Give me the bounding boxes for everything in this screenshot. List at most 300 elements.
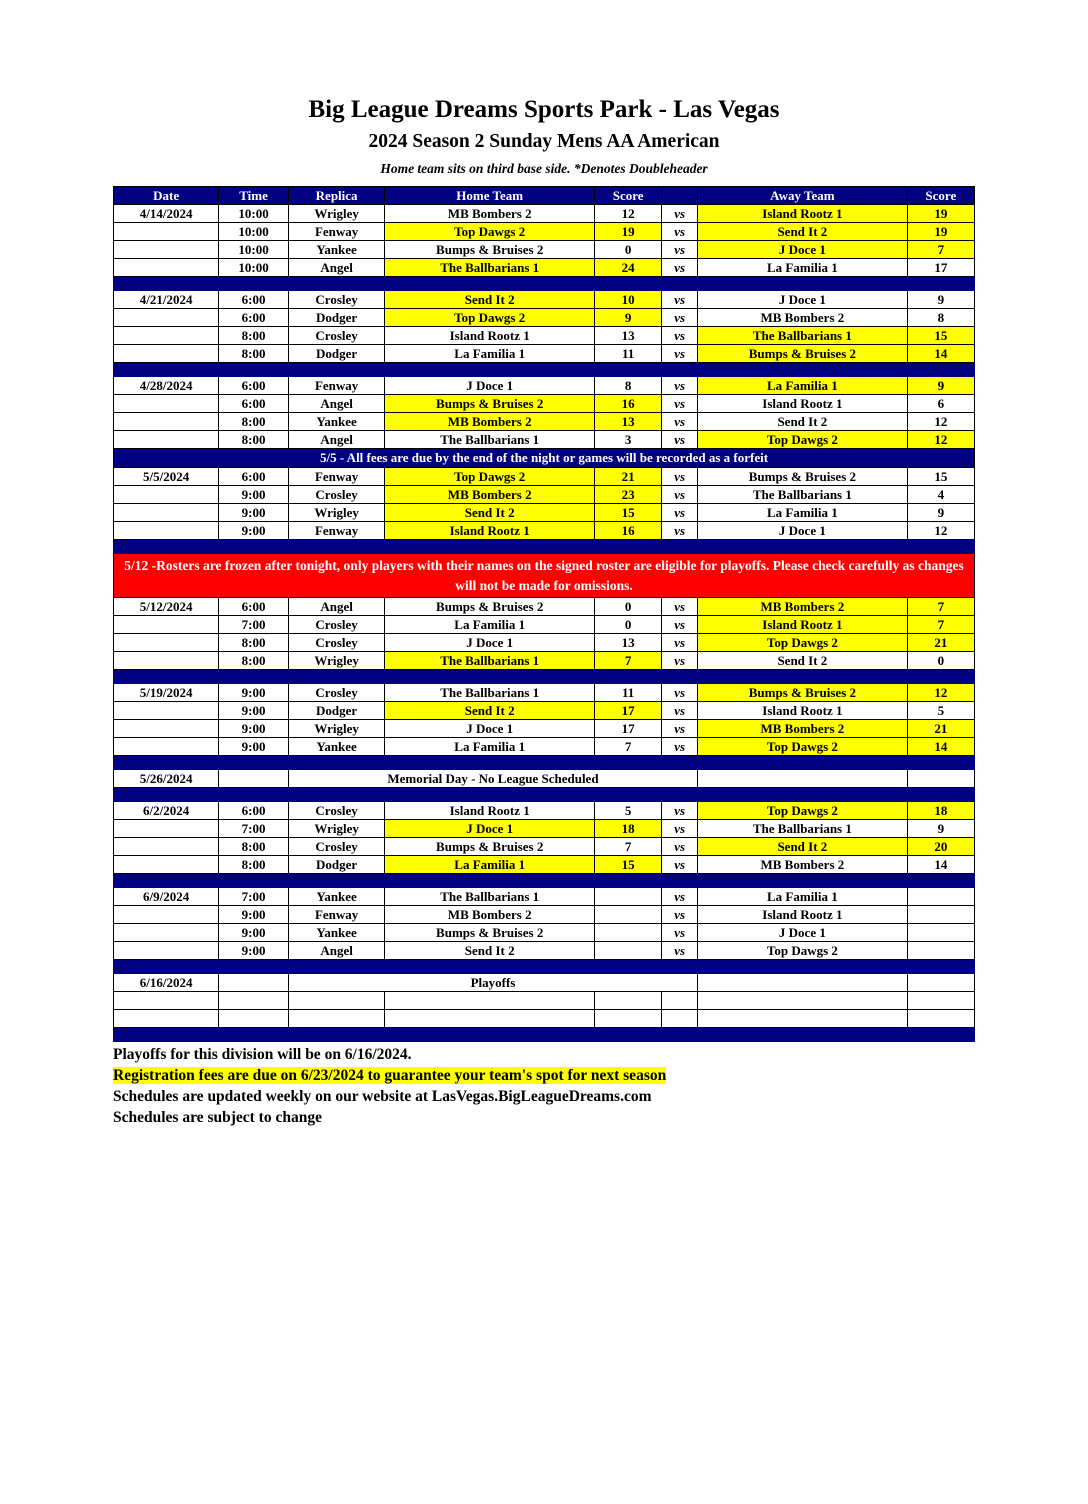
blank-cell xyxy=(907,992,974,1010)
blank-cell xyxy=(219,992,288,1010)
cell-vs: vs xyxy=(662,413,698,431)
cell-replica: Wrigley xyxy=(288,652,385,670)
cell-home-team: Top Dawgs 2 xyxy=(385,223,595,241)
cell-time: 10:00 xyxy=(219,241,288,259)
cell-vs: vs xyxy=(662,241,698,259)
cell-replica: Crosley xyxy=(288,327,385,345)
table-row xyxy=(114,702,975,720)
cell-time: 10:00 xyxy=(219,223,288,241)
cell-away-score: 7 xyxy=(907,241,974,259)
cell-away-team: MB Bombers 2 xyxy=(698,309,908,327)
page-note: Home team sits on third base side. *Denotes Doubleheader xyxy=(380,161,708,176)
cell-date xyxy=(114,345,219,363)
cell-replica: Crosley xyxy=(288,802,385,820)
cell-replica: Crosley xyxy=(288,291,385,309)
table-row xyxy=(114,522,975,540)
cell-date xyxy=(114,820,219,838)
cell-time: 7:00 xyxy=(219,888,288,906)
cell-time: 10:00 xyxy=(219,205,288,223)
schedule-table xyxy=(113,186,975,1042)
cell-date xyxy=(114,486,219,504)
cell-home-score: 3 xyxy=(594,431,661,449)
cell-vs: vs xyxy=(662,309,698,327)
footer-note: Playoffs for this division will be on 6/16/2024. xyxy=(113,1046,412,1064)
cell-time: 7:00 xyxy=(219,616,288,634)
cell-home-team: Island Rootz 1 xyxy=(385,327,595,345)
cell-home-score: 0 xyxy=(594,598,661,616)
cell-date xyxy=(114,702,219,720)
cell-vs: vs xyxy=(662,720,698,738)
cell-home-score: 5 xyxy=(594,802,661,820)
cell-home-score: 8 xyxy=(594,377,661,395)
cell-home-team: La Familia 1 xyxy=(385,345,595,363)
cell-home-team: Send It 2 xyxy=(385,942,595,960)
cell-away-score xyxy=(907,888,974,906)
cell-away-score: 21 xyxy=(907,634,974,652)
document-header xyxy=(0,96,1088,177)
cell-vs: vs xyxy=(662,924,698,942)
cell-away-team: J Doce 1 xyxy=(698,924,908,942)
cell-vs: vs xyxy=(662,598,698,616)
table-row xyxy=(114,223,975,241)
cell-date: 6/2/2024 xyxy=(114,802,219,820)
cell-replica: Crosley xyxy=(288,616,385,634)
table-row xyxy=(114,486,975,504)
cell-home-team: The Ballbarians 1 xyxy=(385,684,595,702)
table-row xyxy=(114,924,975,942)
cell-away-score: 7 xyxy=(907,598,974,616)
table-row xyxy=(114,802,975,820)
cell-date xyxy=(114,720,219,738)
cell-vs: vs xyxy=(662,838,698,856)
blank-cell xyxy=(698,992,908,1010)
cell-replica: Crosley xyxy=(288,486,385,504)
cell-home-score: 13 xyxy=(594,634,661,652)
blank-cell xyxy=(385,1010,595,1028)
cell-replica: Fenway xyxy=(288,223,385,241)
cell-home-team: Bumps & Bruises 2 xyxy=(385,598,595,616)
cell-away-team xyxy=(698,770,908,788)
table-row xyxy=(114,856,975,874)
cell-home-score: 7 xyxy=(594,838,661,856)
cell-vs: vs xyxy=(662,820,698,838)
cell-date xyxy=(114,634,219,652)
cell-home-score: 23 xyxy=(594,486,661,504)
cell-date: 5/12/2024 xyxy=(114,598,219,616)
cell-home-team: The Ballbarians 1 xyxy=(385,652,595,670)
cell-time: 8:00 xyxy=(219,413,288,431)
cell-vs: vs xyxy=(662,652,698,670)
cell-date xyxy=(114,652,219,670)
cell-notice-text: Memorial Day - No League Scheduled xyxy=(288,770,697,788)
cell-home-team: Bumps & Bruises 2 xyxy=(385,395,595,413)
cell-vs: vs xyxy=(662,634,698,652)
cell-vs: vs xyxy=(662,522,698,540)
week-separator-cell xyxy=(114,960,975,974)
cell-away-score: 17 xyxy=(907,259,974,277)
cell-home-team: Bumps & Bruises 2 xyxy=(385,241,595,259)
cell-replica: Angel xyxy=(288,431,385,449)
table-body xyxy=(114,205,975,1042)
cell-home-score: 16 xyxy=(594,522,661,540)
cell-vs: vs xyxy=(662,345,698,363)
cell-date xyxy=(114,924,219,942)
table-row xyxy=(114,377,975,395)
cell-home-score: 15 xyxy=(594,504,661,522)
cell-date xyxy=(114,942,219,960)
column-header-home-score: Score xyxy=(594,187,661,205)
table-row xyxy=(114,345,975,363)
cell-vs: vs xyxy=(662,468,698,486)
cell-away-score: 9 xyxy=(907,820,974,838)
column-header-replica: Replica xyxy=(288,187,385,205)
cell-away-score: 12 xyxy=(907,684,974,702)
cell-away-score: 12 xyxy=(907,522,974,540)
cell-home-score: 9 xyxy=(594,309,661,327)
cell-date xyxy=(114,738,219,756)
cell-away-score: 9 xyxy=(907,504,974,522)
cell-time: 6:00 xyxy=(219,802,288,820)
cell-away-score: 15 xyxy=(907,468,974,486)
cell-away-team: Island Rootz 1 xyxy=(698,702,908,720)
cell-away-score: 20 xyxy=(907,838,974,856)
column-header-away-team: Away Team xyxy=(698,187,908,205)
cell-vs: vs xyxy=(662,291,698,309)
cell-away-score: 9 xyxy=(907,291,974,309)
table-row xyxy=(114,684,975,702)
table-row xyxy=(114,838,975,856)
cell-away-score: 12 xyxy=(907,413,974,431)
blank-cell xyxy=(114,1010,219,1028)
cell-away-score: 6 xyxy=(907,395,974,413)
cell-home-team: Send It 2 xyxy=(385,702,595,720)
cell-time: 9:00 xyxy=(219,522,288,540)
cell-away-score: 4 xyxy=(907,486,974,504)
cell-home-score: 17 xyxy=(594,720,661,738)
cell-home-team: Send It 2 xyxy=(385,291,595,309)
table-row xyxy=(114,634,975,652)
notice-banner-text: 5/12 -Rosters are frozen after tonight, only players with their names on the signed roster are eligible for playoffs. Please check carefully as changes will not be made for omissions. xyxy=(114,554,975,598)
cell-home-score: 21 xyxy=(594,468,661,486)
cell-vs: vs xyxy=(662,856,698,874)
cell-away-team: Bumps & Bruises 2 xyxy=(698,468,908,486)
column-header-away-score: Score xyxy=(907,187,974,205)
cell-home-team: Bumps & Bruises 2 xyxy=(385,924,595,942)
cell-date xyxy=(114,395,219,413)
cell-replica: Dodger xyxy=(288,856,385,874)
cell-time: 6:00 xyxy=(219,468,288,486)
cell-away-score xyxy=(907,924,974,942)
cell-home-team: J Doce 1 xyxy=(385,720,595,738)
cell-away-team xyxy=(698,974,908,992)
cell-away-score: 14 xyxy=(907,856,974,874)
cell-notice-text: Playoffs xyxy=(288,974,697,992)
table-row xyxy=(114,616,975,634)
cell-vs: vs xyxy=(662,504,698,522)
cell-away-team: The Ballbarians 1 xyxy=(698,486,908,504)
cell-time: 9:00 xyxy=(219,702,288,720)
cell-time: 9:00 xyxy=(219,942,288,960)
cell-time: 9:00 xyxy=(219,486,288,504)
cell-away-team: Send It 2 xyxy=(698,652,908,670)
cell-away-score: 19 xyxy=(907,205,974,223)
cell-vs: vs xyxy=(662,327,698,345)
cell-home-team: Island Rootz 1 xyxy=(385,522,595,540)
cell-home-team: J Doce 1 xyxy=(385,634,595,652)
cell-vs: vs xyxy=(662,802,698,820)
cell-date xyxy=(114,856,219,874)
table-row xyxy=(114,291,975,309)
cell-time: 6:00 xyxy=(219,598,288,616)
cell-time: 8:00 xyxy=(219,634,288,652)
cell-replica: Fenway xyxy=(288,906,385,924)
blank-cell xyxy=(594,992,661,1010)
cell-replica: Fenway xyxy=(288,468,385,486)
table-row xyxy=(114,431,975,449)
cell-home-team: MB Bombers 2 xyxy=(385,413,595,431)
cell-away-team: La Familia 1 xyxy=(698,888,908,906)
cell-time: 9:00 xyxy=(219,720,288,738)
cell-replica: Crosley xyxy=(288,838,385,856)
cell-replica: Fenway xyxy=(288,377,385,395)
cell-home-team: Top Dawgs 2 xyxy=(385,309,595,327)
week-separator-cell xyxy=(114,756,975,770)
cell-home-score: 13 xyxy=(594,327,661,345)
table-row xyxy=(114,241,975,259)
schedule-notice-row xyxy=(114,974,975,992)
cell-away-score xyxy=(907,942,974,960)
week-separator xyxy=(114,363,975,377)
cell-away-score: 9 xyxy=(907,377,974,395)
cell-home-score: 7 xyxy=(594,738,661,756)
cell-away-team: J Doce 1 xyxy=(698,522,908,540)
cell-home-team: Send It 2 xyxy=(385,504,595,522)
table-row xyxy=(114,820,975,838)
cell-date: 6/9/2024 xyxy=(114,888,219,906)
cell-time xyxy=(219,974,288,992)
cell-home-score xyxy=(594,924,661,942)
cell-vs: vs xyxy=(662,702,698,720)
cell-date: 4/21/2024 xyxy=(114,291,219,309)
cell-home-team: Top Dawgs 2 xyxy=(385,468,595,486)
week-separator xyxy=(114,277,975,291)
cell-away-team: The Ballbarians 1 xyxy=(698,327,908,345)
cell-home-score: 7 xyxy=(594,652,661,670)
cell-away-team: The Ballbarians 1 xyxy=(698,820,908,838)
column-header-home-team: Home Team xyxy=(385,187,595,205)
cell-time: 8:00 xyxy=(219,327,288,345)
cell-home-score: 15 xyxy=(594,856,661,874)
cell-date xyxy=(114,259,219,277)
cell-away-team: Island Rootz 1 xyxy=(698,205,908,223)
cell-date xyxy=(114,327,219,345)
footer-note xyxy=(113,1067,975,1085)
cell-date xyxy=(114,223,219,241)
cell-away-score xyxy=(907,974,974,992)
notice-banner-text: 5/5 - All fees are due by the end of the night or games will be recorded as a forfeit xyxy=(114,449,975,468)
table-row xyxy=(114,652,975,670)
cell-home-score xyxy=(594,888,661,906)
cell-date: 5/19/2024 xyxy=(114,684,219,702)
cell-home-score: 0 xyxy=(594,616,661,634)
week-separator-cell xyxy=(114,540,975,554)
cell-vs: vs xyxy=(662,377,698,395)
notice-banner xyxy=(114,554,975,598)
cell-vs: vs xyxy=(662,259,698,277)
cell-away-score: 14 xyxy=(907,345,974,363)
cell-replica: Crosley xyxy=(288,634,385,652)
cell-away-team: Island Rootz 1 xyxy=(698,616,908,634)
cell-replica: Yankee xyxy=(288,413,385,431)
cell-away-score: 7 xyxy=(907,616,974,634)
schedule-notice-row xyxy=(114,770,975,788)
cell-home-team: MB Bombers 2 xyxy=(385,205,595,223)
cell-away-team: MB Bombers 2 xyxy=(698,720,908,738)
cell-time: 6:00 xyxy=(219,291,288,309)
week-separator-cell xyxy=(114,788,975,802)
cell-date xyxy=(114,616,219,634)
cell-home-team: The Ballbarians 1 xyxy=(385,888,595,906)
cell-away-team: Send It 2 xyxy=(698,838,908,856)
cell-time: 6:00 xyxy=(219,309,288,327)
column-header-date: Date xyxy=(114,187,219,205)
cell-vs: vs xyxy=(662,223,698,241)
cell-away-score: 18 xyxy=(907,802,974,820)
cell-away-team: Send It 2 xyxy=(698,223,908,241)
cell-home-score xyxy=(594,942,661,960)
cell-away-team: Island Rootz 1 xyxy=(698,395,908,413)
blank-row xyxy=(114,992,975,1010)
cell-replica: Dodger xyxy=(288,309,385,327)
blank-cell xyxy=(907,1010,974,1028)
week-separator xyxy=(114,960,975,974)
cell-time: 9:00 xyxy=(219,906,288,924)
cell-home-score: 11 xyxy=(594,684,661,702)
cell-time: 8:00 xyxy=(219,856,288,874)
week-separator-cell xyxy=(114,1028,975,1042)
cell-away-score xyxy=(907,906,974,924)
cell-away-score: 0 xyxy=(907,652,974,670)
week-separator xyxy=(114,874,975,888)
cell-home-team: La Familia 1 xyxy=(385,856,595,874)
cell-away-team: La Familia 1 xyxy=(698,504,908,522)
cell-time: 9:00 xyxy=(219,924,288,942)
cell-home-team: The Ballbarians 1 xyxy=(385,259,595,277)
cell-home-score: 18 xyxy=(594,820,661,838)
cell-home-score: 24 xyxy=(594,259,661,277)
cell-time: 8:00 xyxy=(219,345,288,363)
cell-home-score: 17 xyxy=(594,702,661,720)
week-separator-cell xyxy=(114,363,975,377)
cell-vs: vs xyxy=(662,486,698,504)
cell-away-team: J Doce 1 xyxy=(698,241,908,259)
cell-away-score: 5 xyxy=(907,702,974,720)
table-row xyxy=(114,327,975,345)
cell-home-team: La Familia 1 xyxy=(385,738,595,756)
cell-replica: Wrigley xyxy=(288,720,385,738)
week-separator xyxy=(114,1028,975,1042)
cell-vs: vs xyxy=(662,205,698,223)
cell-replica: Angel xyxy=(288,259,385,277)
header-row xyxy=(114,187,975,205)
schedule-document xyxy=(0,96,1088,1127)
cell-away-score: 19 xyxy=(907,223,974,241)
footer-note-text: Registration fees are due on 6/23/2024 to guarantee your team's spot for next season xyxy=(113,1067,667,1085)
blank-cell xyxy=(662,1010,698,1028)
cell-away-team: Top Dawgs 2 xyxy=(698,738,908,756)
cell-replica: Dodger xyxy=(288,345,385,363)
footer-notes xyxy=(113,1046,975,1127)
cell-replica: Angel xyxy=(288,395,385,413)
cell-vs: vs xyxy=(662,431,698,449)
cell-date xyxy=(114,309,219,327)
cell-date xyxy=(114,413,219,431)
cell-time: 6:00 xyxy=(219,377,288,395)
cell-vs: vs xyxy=(662,395,698,413)
cell-vs: vs xyxy=(662,738,698,756)
cell-time xyxy=(219,770,288,788)
week-separator xyxy=(114,788,975,802)
blank-cell xyxy=(662,992,698,1010)
week-separator xyxy=(114,756,975,770)
cell-date xyxy=(114,906,219,924)
cell-time: 8:00 xyxy=(219,838,288,856)
blank-cell xyxy=(594,1010,661,1028)
page-subtitle: 2024 Season 2 Sunday Mens AA American xyxy=(368,131,720,152)
cell-away-score: 14 xyxy=(907,738,974,756)
blank-cell xyxy=(698,1010,908,1028)
table-row xyxy=(114,413,975,431)
cell-date: 6/16/2024 xyxy=(114,974,219,992)
cell-vs: vs xyxy=(662,888,698,906)
table-row xyxy=(114,720,975,738)
footer-note: Schedules are subject to change xyxy=(113,1109,322,1127)
cell-home-team: MB Bombers 2 xyxy=(385,906,595,924)
week-separator-cell xyxy=(114,670,975,684)
cell-away-team: Top Dawgs 2 xyxy=(698,802,908,820)
page-title: Big League Dreams Sports Park - Las Vegas xyxy=(308,96,780,123)
week-separator xyxy=(114,540,975,554)
cell-replica: Yankee xyxy=(288,924,385,942)
cell-away-score: 21 xyxy=(907,720,974,738)
cell-date: 5/26/2024 xyxy=(114,770,219,788)
cell-away-team: Top Dawgs 2 xyxy=(698,942,908,960)
cell-vs: vs xyxy=(662,906,698,924)
cell-date: 5/5/2024 xyxy=(114,468,219,486)
cell-away-team: MB Bombers 2 xyxy=(698,598,908,616)
cell-replica: Yankee xyxy=(288,888,385,906)
cell-vs: vs xyxy=(662,616,698,634)
blank-cell xyxy=(114,992,219,1010)
cell-away-team: J Doce 1 xyxy=(698,291,908,309)
cell-date xyxy=(114,522,219,540)
cell-home-team: The Ballbarians 1 xyxy=(385,431,595,449)
cell-home-score: 10 xyxy=(594,291,661,309)
cell-home-team: J Doce 1 xyxy=(385,820,595,838)
cell-time: 9:00 xyxy=(219,504,288,522)
cell-away-team: La Familia 1 xyxy=(698,377,908,395)
cell-date xyxy=(114,838,219,856)
cell-home-team: Bumps & Bruises 2 xyxy=(385,838,595,856)
cell-home-team: Island Rootz 1 xyxy=(385,802,595,820)
cell-date: 4/14/2024 xyxy=(114,205,219,223)
week-separator-cell xyxy=(114,277,975,291)
cell-away-team: Bumps & Bruises 2 xyxy=(698,684,908,702)
cell-time: 9:00 xyxy=(219,684,288,702)
cell-away-score: 15 xyxy=(907,327,974,345)
cell-time: 10:00 xyxy=(219,259,288,277)
cell-away-team: La Familia 1 xyxy=(698,259,908,277)
